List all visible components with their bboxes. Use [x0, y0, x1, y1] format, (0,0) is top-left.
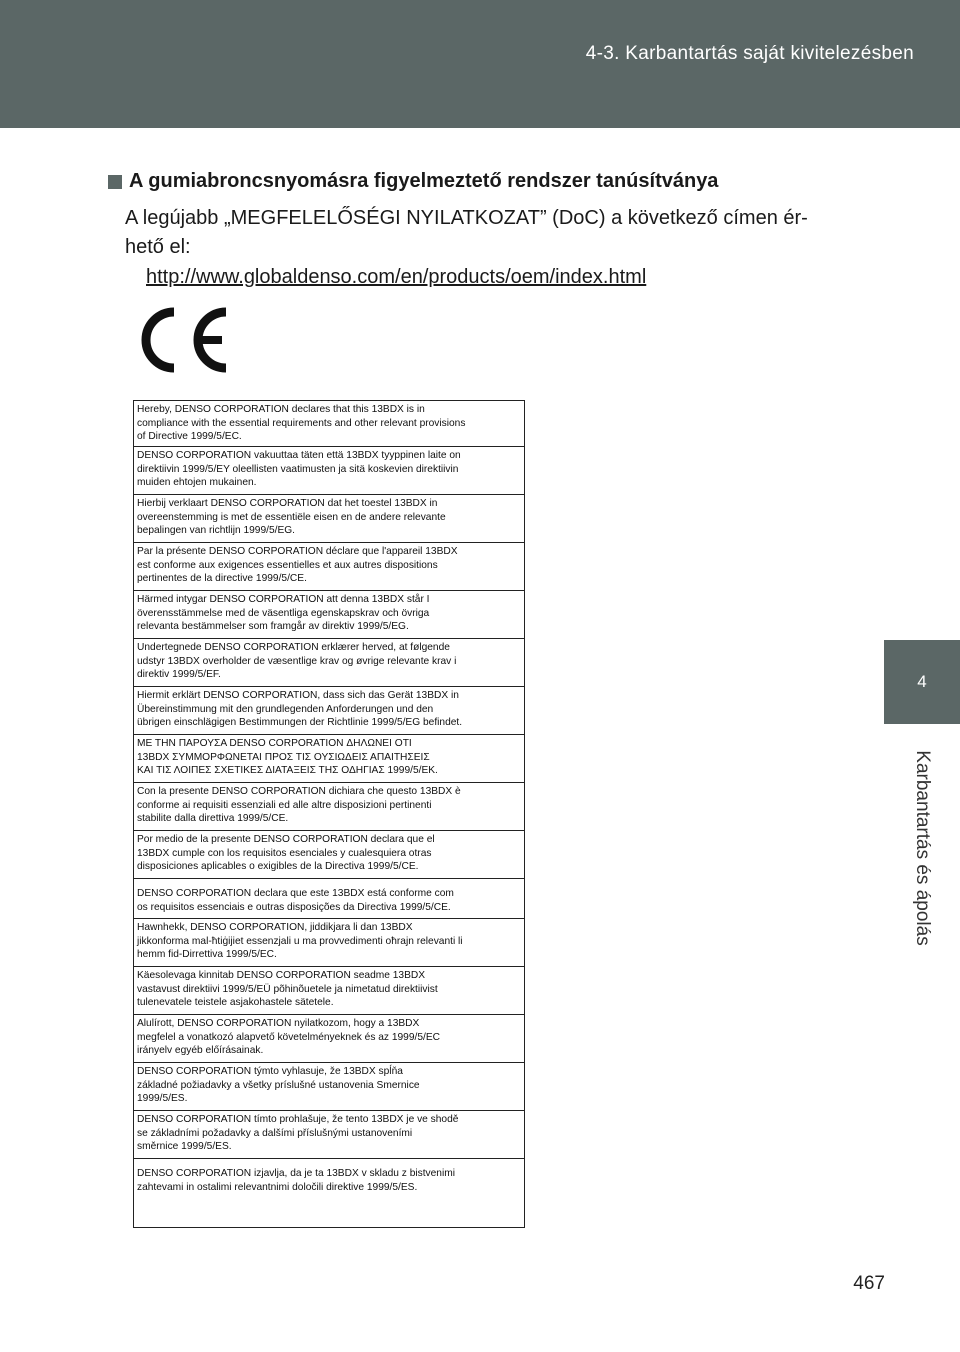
declaration-entry: [134, 1159, 524, 1229]
declaration-entry: [134, 735, 524, 783]
declaration-line: ΜΕ ΤΗΝ ΠΑΡΟΥΣΑ DENSO CORPORATION ΔΗΛΩΝΕΙ ΟΤΙ: [137, 738, 412, 749]
declaration-line: compliance with the essential requirements and other relevant provisions: [137, 417, 466, 429]
declaration-line: tulenevatele teistele asjakohastele sätetele.: [137, 997, 334, 1009]
declaration-entry: [134, 1063, 524, 1111]
declaration-entry: [134, 879, 524, 919]
body-paragraph-line: hető el:: [125, 236, 191, 258]
declaration-line: hemm fid-Dirrettiva 1999/5/EC.: [137, 949, 277, 961]
chapter-tab-label: [884, 724, 960, 972]
declaration-line: Hiermit erklärt DENSO CORPORATION, dass sich das Gerät 13BDX in: [137, 690, 459, 701]
declaration-line: Härmed intygar DENSO CORPORATION att denna 13BDX står I: [137, 594, 430, 605]
declaration-line: överensstämmelse med de väsentliga egenskapskrav och övriga: [137, 607, 430, 619]
declaration-of-conformity-box: [133, 400, 525, 1228]
declaration-line: direktiv 1999/5/EF.: [137, 669, 221, 681]
declaration-line: bepalingen van richtlijn 1999/5/EG.: [137, 525, 296, 537]
declaration-line: muiden ehtojen mukainen.: [137, 477, 257, 489]
declaration-line: os requisitos essenciais e outras disposições da Directiva 1999/5/CE.: [137, 901, 451, 913]
declaration-line: základné požiadavky a všetky príslušné ustanovenia Smernice: [137, 1079, 420, 1091]
declaration-line: se základními požadavky a dalšími příslušnými ustanoveními: [137, 1127, 413, 1139]
declaration-line: udstyr 13BDX overholder de væsentlige krav og øvrige relevante krav i: [137, 655, 457, 667]
doc-url-link[interactable]: http://www.globaldenso.com/en/products/oem/index.html: [146, 266, 647, 288]
declaration-line: ΚΑΙ ΤΙΣ ΛΟΙΠΕΣ ΣΧΕΤΙΚΕΣ ΔΙΑΤΑΞΕΙΣ ΤΗΣ ΟΔΗΓΙΑΣ 1999/5/ΕΚ.: [137, 765, 438, 777]
declaration-line: Con la presente DENSO CORPORATION dichiara che questo 13BDX è: [137, 786, 461, 797]
declaration-line: DENSO CORPORATION tímto prohlašuje, že tento 13BDX je ve shodě: [137, 1114, 459, 1125]
declaration-entry: [134, 401, 524, 447]
section-heading: [108, 170, 718, 193]
declaration-line: Undertegnede DENSO CORPORATION erklærer herved, at følgende: [137, 642, 450, 653]
declaration-line: Käesolevaga kinnitab DENSO CORPORATION seadme 13BDX: [137, 970, 426, 981]
chapter-title: 4-3. Karbantartás saját kivitelezésben: [585, 43, 914, 64]
header-band: [0, 0, 960, 128]
declaration-line: DENSO CORPORATION izjavlja, da je ta 13BDX v skladu z bistvenimi: [137, 1168, 455, 1179]
declaration-entry: [134, 447, 524, 495]
declaration-line: Hierbij verklaart DENSO CORPORATION dat het toestel 13BDX in: [137, 498, 438, 509]
declaration-line: vastavust direktiivi 1999/5/EÜ põhinõuetele ja nimetatud direktiivist: [137, 983, 438, 995]
declaration-entry: [134, 639, 524, 687]
declaration-entry: [134, 831, 524, 879]
page-number: 467: [853, 1273, 885, 1294]
declaration-line: Übereinstimmung mit den grundlegenden Anforderungen und den: [137, 703, 434, 715]
ce-mark-logo: [138, 306, 230, 374]
declaration-line: pertinentes de la directive 1999/5/CE.: [137, 573, 307, 585]
declaration-entry: [134, 687, 524, 735]
declaration-line: Alulírott, DENSO CORPORATION nyilatkozom, hogy a 13BDX: [137, 1018, 420, 1029]
declaration-entry: [134, 1111, 524, 1159]
declaration-line: DENSO CORPORATION declara que este 13BDX está conforme com: [137, 888, 454, 899]
declaration-line: conforme ai requisiti essenziali ed alle altre disposizioni pertinenti: [137, 799, 432, 811]
declaration-line: overeenstemming is met de essentiële eisen en de andere relevante: [137, 511, 446, 523]
declaration-entry: [134, 591, 524, 639]
square-bullet-icon: [108, 175, 122, 189]
declaration-line: jikkonforma mal-ħtiġijiet essenzjali u ma provvedimenti oħrajn relevanti li: [137, 935, 463, 947]
declaration-entry: [134, 967, 524, 1015]
declaration-line: Par la présente DENSO CORPORATION déclare que l'appareil 13BDX: [137, 546, 458, 557]
declaration-line: DENSO CORPORATION týmto vyhlasuje, že 13BDX spĺňa: [137, 1066, 403, 1077]
declaration-line: DENSO CORPORATION vakuuttaa täten että 13BDX tyyppinen laite on: [137, 450, 461, 461]
declaration-line: est conforme aux exigences essentielles et aux autres dispositions: [137, 559, 438, 571]
declaration-line: megfelel a vonatkozó alapvető követelményeknek és az 1999/5/EC: [137, 1031, 440, 1043]
declaration-line: irányelv egyéb előírásainak.: [137, 1045, 264, 1057]
chapter-tab-label-text: Karbantartás és ápolás: [912, 750, 933, 946]
declaration-entry: [134, 783, 524, 831]
body-paragraph: [125, 204, 865, 262]
declaration-line: direktiivin 1999/5/EY oleellisten vaatimusten ja sitä koskevien direktiivin: [137, 463, 459, 475]
declaration-line: disposiciones aplicables o exigibles de la Directiva 1999/5/CE.: [137, 861, 419, 873]
section-heading-text: A gumiabroncsnyomásra figyelmeztető rendszer tanúsítványa: [129, 170, 719, 192]
declaration-line: relevanta bestämmelser som framgår av direktiv 1999/5/EG.: [137, 621, 409, 633]
chapter-tab-number: 4: [884, 640, 960, 724]
declaration-line: stabilite dalla direttiva 1999/5/CE.: [137, 813, 289, 825]
declaration-entry: [134, 495, 524, 543]
declaration-line: směrnice 1999/5/ES.: [137, 1141, 232, 1153]
declaration-line: Hereby, DENSO CORPORATION declares that this 13BDX is in: [137, 404, 425, 415]
declaration-entry: [134, 543, 524, 591]
declaration-line: 13BDX ΣΥΜΜΟΡΦΩΝΕΤΑΙ ΠΡΟΣ ΤΙΣ ΟΥΣΙΩΔΕΙΣ ΑΠΑΙΤΗΣΕΙΣ: [137, 751, 430, 763]
declaration-entry: [134, 1015, 524, 1063]
declaration-entry: [134, 919, 524, 967]
declaration-line: 13BDX cumple con los requisitos esenciales y cualesquiera otras: [137, 847, 432, 859]
declaration-line: zahtevami in ostalimi relevantnimi določili direktive 1999/5/ES.: [137, 1181, 418, 1193]
declaration-line: Por medio de la presente DENSO CORPORATION declara que el: [137, 834, 435, 845]
declaration-line: of Directive 1999/5/EC.: [137, 431, 242, 443]
body-paragraph-line: A legújabb „MEGFELELŐSÉGI NYILATKOZAT” (DoC) a következő címen ér-: [125, 207, 808, 229]
declaration-line: 1999/5/ES.: [137, 1093, 188, 1105]
declaration-line: übrigen einschlägigen Bestimmungen der Richtlinie 1999/5/EG befindet.: [137, 717, 463, 729]
declaration-line: Hawnhekk, DENSO CORPORATION, jiddikjara li dan 13BDX: [137, 922, 413, 933]
